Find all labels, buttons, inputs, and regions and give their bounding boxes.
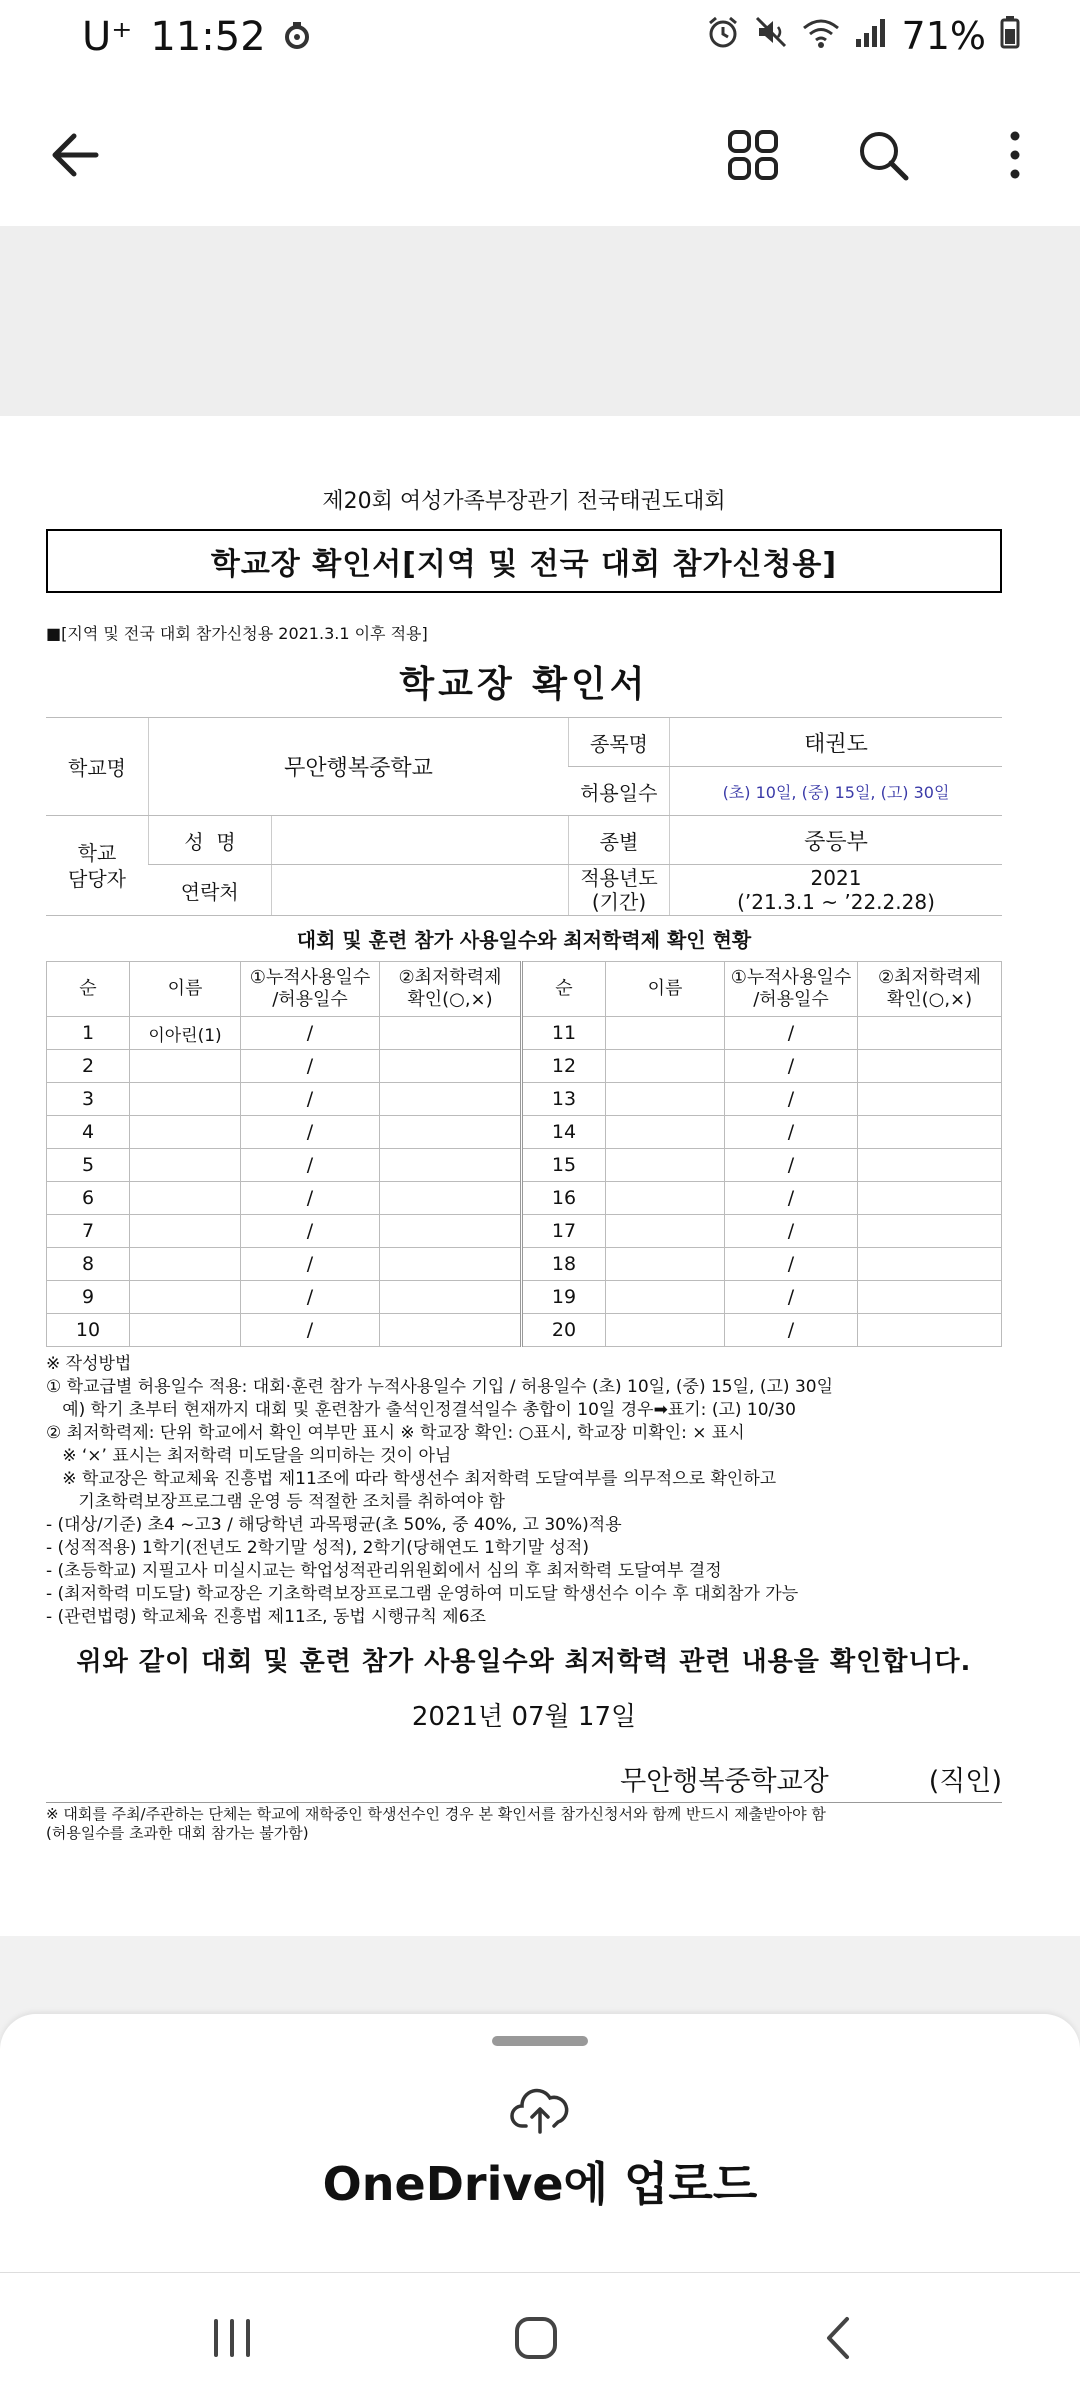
notification-icon: [284, 14, 310, 60]
row-name: [606, 1281, 725, 1314]
row-name: 이아린(1): [130, 1017, 241, 1050]
row-days: /: [241, 1083, 380, 1116]
principal-name: 무안행복중학교장: [620, 1766, 829, 1797]
roster-table: [46, 961, 1002, 1347]
row-name: [130, 1248, 241, 1281]
row-days: /: [241, 1116, 380, 1149]
row-number: 20: [522, 1314, 606, 1347]
col-academic-2: ②최저학력제 확인(○,×): [858, 962, 1002, 1017]
col-days-2: ①누적사용일수 /허용일수: [725, 962, 858, 1017]
name-label: 성 명: [149, 816, 272, 865]
table-row: [47, 1083, 1002, 1116]
table-row: [47, 1017, 1002, 1050]
instruction-line: - (성적적용) 1학기(전년도 2학기말 성적), 2학기(당해연도 1학기말 성적): [46, 1538, 589, 1558]
more-options-button[interactable]: [980, 120, 1050, 190]
section-title: 대회 및 훈련 참가 사용일수와 최저학력제 확인 현황: [296, 928, 752, 952]
row-name: [606, 1083, 725, 1116]
phone-label: 연락처: [149, 865, 272, 916]
home-button[interactable]: [506, 2313, 566, 2363]
row-academic: [858, 1314, 1002, 1347]
category-value: 중등부: [670, 816, 1003, 865]
footnote: ※ 대회를 주최/주관하는 단체는 학교에 재학중인 학생선수인 경우 본 확인서를 참가신청서와 함께 반드시 제출받아야 함 (허용일수를 초과한 대회 참가는 불가함): [46, 1802, 1002, 1843]
home-icon: [513, 2315, 559, 2361]
grid-icon: [727, 129, 779, 181]
row-name: [606, 1248, 725, 1281]
viewer-background: [0, 226, 1080, 416]
table-row: [47, 1215, 1002, 1248]
row-name: [130, 1116, 241, 1149]
search-button[interactable]: [848, 120, 918, 190]
instruction-line: ① 학교급별 허용일수 적용: 대회·훈련 참가 누적사용일수 기입 / 허용일수 (초) 10일, (중) 15일, (고) 30일: [46, 1377, 834, 1397]
row-days: /: [725, 1017, 858, 1050]
table-row: [47, 1149, 1002, 1182]
row-name: [606, 1116, 725, 1149]
system-nav-bar: [0, 2272, 1080, 2401]
row-name: [130, 1050, 241, 1083]
row-academic: [380, 1182, 522, 1215]
row-number: 14: [522, 1116, 606, 1149]
instruction-line: - (최저학력 미도달) 학교장은 기초학력보장프로그램 운영하여 미도달 학생선수 이수 후 대회참가 가능: [46, 1584, 799, 1604]
row-number: 9: [47, 1281, 130, 1314]
event-title: 제20회 여성가족부장관기 전국태권도대회: [322, 489, 726, 514]
onedrive-upload-button[interactable]: OneDrive에 업로드: [322, 2157, 758, 2211]
recents-icon: [210, 2317, 254, 2359]
row-number: 12: [522, 1050, 606, 1083]
row-number: 7: [47, 1215, 130, 1248]
row-days: /: [725, 1281, 858, 1314]
row-number: 18: [522, 1248, 606, 1281]
seal-label: (직인): [928, 1766, 1002, 1797]
row-days: /: [725, 1083, 858, 1116]
sport-value: 태권도: [670, 718, 1003, 767]
arrow-left-icon: [50, 132, 100, 178]
school-value: 무안행복중학교: [149, 718, 569, 816]
row-number: 5: [47, 1149, 130, 1182]
row-name: [606, 1182, 725, 1215]
row-number: 4: [47, 1116, 130, 1149]
col-no-2: 순: [522, 962, 606, 1017]
row-academic: [380, 1149, 522, 1182]
row-number: 3: [47, 1083, 130, 1116]
row-days: /: [241, 1215, 380, 1248]
sport-label: 종목명: [569, 718, 670, 767]
col-days: ①누적사용일수 /허용일수: [241, 962, 380, 1017]
row-days: /: [725, 1215, 858, 1248]
row-name: [606, 1314, 725, 1347]
alarm-icon: [706, 14, 740, 58]
row-number: 16: [522, 1182, 606, 1215]
row-academic: [858, 1281, 1002, 1314]
row-academic: [858, 1083, 1002, 1116]
row-days: /: [725, 1116, 858, 1149]
applicability-note: ■[지역 및 전국 대회 참가신청용 2021.3.1 이후 적용]: [46, 624, 428, 643]
year-label: 적용년도 (기간): [569, 865, 670, 916]
row-days: /: [725, 1050, 858, 1083]
row-number: 6: [47, 1182, 130, 1215]
document-page[interactable]: [0, 416, 1080, 1936]
app-toolbar: [0, 84, 1080, 227]
row-name: [130, 1083, 241, 1116]
table-row: [47, 1182, 1002, 1215]
instruction-line: - (초등학교) 지필고사 미실시교는 학업성적관리위원회에서 심의 후 최저학력 도달여부 결정: [46, 1561, 722, 1581]
table-row: [47, 1314, 1002, 1347]
carrier-label: U⁺: [82, 14, 133, 60]
row-academic: [858, 1182, 1002, 1215]
table-row: [47, 1248, 1002, 1281]
sheet-drag-handle[interactable]: [492, 2036, 588, 2046]
document-date: 2021년 07월 17일: [411, 1702, 637, 1732]
principal-signature: [46, 1759, 1002, 1798]
clock: 11:52: [150, 14, 266, 60]
back-chevron-icon: [823, 2315, 853, 2361]
instruction-line: - (대상/기준) 초4 ~고3 / 해당학년 과목평균(초 50%, 중 40%, 고 30%)적용: [46, 1515, 622, 1535]
instructions: [46, 1353, 1002, 1629]
category-label: 종별: [569, 816, 670, 865]
row-number: 13: [522, 1083, 606, 1116]
row-academic: [380, 1083, 522, 1116]
row-number: 15: [522, 1149, 606, 1182]
row-days: /: [241, 1050, 380, 1083]
row-number: 11: [522, 1017, 606, 1050]
grid-view-button[interactable]: [718, 120, 788, 190]
row-name: [130, 1182, 241, 1215]
school-info-table: [46, 717, 1002, 916]
row-days: /: [241, 1182, 380, 1215]
row-days: /: [241, 1314, 380, 1347]
row-name: [606, 1050, 725, 1083]
row-days: /: [725, 1149, 858, 1182]
battery-icon: [1000, 14, 1020, 58]
row-academic: [380, 1281, 522, 1314]
row-name: [606, 1149, 725, 1182]
document-banner: 학교장 확인서[지역 및 전국 대회 참가신청용]: [46, 529, 1002, 593]
table-row: [47, 1116, 1002, 1149]
row-academic: [858, 1149, 1002, 1182]
row-academic: [858, 1050, 1002, 1083]
instruction-line: - (관련법령) 학교체육 진흥법 제11조, 동법 시행규칙 제6조: [46, 1607, 486, 1627]
name-value: [272, 816, 569, 865]
row-academic: [380, 1116, 522, 1149]
instruction-line: ※ 학교장은 학교체육 진흥법 제11조에 따라 학생선수 최저학력 도달여부를 의무적으로 확인하고: [46, 1469, 777, 1489]
row-name: [130, 1215, 241, 1248]
row-days: /: [725, 1314, 858, 1347]
back-button[interactable]: [40, 120, 110, 190]
upload-bottom-sheet: [0, 2014, 1080, 2272]
search-icon: [857, 129, 909, 181]
instruction-line: 기초학력보장프로그램 운영 등 적절한 조치를 취하여야 함: [46, 1492, 505, 1512]
status-bar: [0, 0, 1080, 84]
row-academic: [858, 1116, 1002, 1149]
row-academic: [380, 1050, 522, 1083]
confirmation-statement: 위와 같이 대회 및 훈련 참가 사용일수와 최저학력 관련 내용을 확인합니다.: [76, 1647, 972, 1677]
row-name: [130, 1314, 241, 1347]
signal-icon: [854, 14, 888, 58]
table-row: [47, 1050, 1002, 1083]
instruction-line: ※ 작성방법: [46, 1354, 132, 1374]
row-number: 2: [47, 1050, 130, 1083]
battery-percent: 71%: [901, 14, 986, 58]
recents-button[interactable]: [202, 2313, 262, 2363]
wifi-icon: [802, 14, 840, 58]
document-title: 학교장 확인서: [399, 664, 649, 705]
phone-value: [272, 865, 569, 916]
row-academic: [380, 1248, 522, 1281]
col-no: 순: [47, 962, 130, 1017]
row-number: 8: [47, 1248, 130, 1281]
row-days: /: [725, 1182, 858, 1215]
more-vert-icon: [1008, 130, 1022, 180]
row-name: [606, 1017, 725, 1050]
mute-icon: [754, 14, 788, 58]
col-academic: ②최저학력제 확인(○,×): [380, 962, 522, 1017]
row-number: 19: [522, 1281, 606, 1314]
col-name: 이름: [130, 962, 241, 1017]
row-academic: [380, 1215, 522, 1248]
row-academic: [380, 1017, 522, 1050]
cloud-upload-icon: [510, 2086, 570, 2134]
row-days: /: [241, 1149, 380, 1182]
col-name-2: 이름: [606, 962, 725, 1017]
row-days: /: [241, 1248, 380, 1281]
table-row: [47, 1281, 1002, 1314]
row-number: 1: [47, 1017, 130, 1050]
row-name: [130, 1281, 241, 1314]
year-value: 2021 (’21.3.1 ~ ’22.2.28): [670, 865, 1003, 916]
contact-label: 학교 담당자: [46, 816, 149, 916]
row-days: /: [241, 1281, 380, 1314]
row-name: [606, 1215, 725, 1248]
instruction-line: 예) 학기 초부터 현재까지 대회 및 훈련참가 출석인정결석일수 총합이 10일 경우➡표기: (고) 10/30: [46, 1400, 796, 1420]
row-days: /: [725, 1248, 858, 1281]
row-academic: [858, 1017, 1002, 1050]
row-number: 10: [47, 1314, 130, 1347]
back-nav-button[interactable]: [808, 2313, 868, 2363]
instruction-line: ② 최저학력제: 단위 학교에서 확인 여부만 표시 ※ 학교장 확인: ○표시, 학교장 미확인: × 표시: [46, 1423, 745, 1443]
row-name: [130, 1149, 241, 1182]
row-academic: [858, 1215, 1002, 1248]
row-academic: [380, 1314, 522, 1347]
row-number: 17: [522, 1215, 606, 1248]
row-academic: [858, 1248, 1002, 1281]
school-label: 학교명: [46, 718, 149, 816]
row-days: /: [241, 1017, 380, 1050]
allowed-days-value: (초) 10일, (중) 15일, (고) 30일: [670, 767, 1003, 816]
instruction-line: ※ ‘×’ 표시는 최저학력 미도달을 의미하는 것이 아님: [46, 1446, 452, 1466]
allowed-days-label: 허용일수: [569, 767, 670, 816]
